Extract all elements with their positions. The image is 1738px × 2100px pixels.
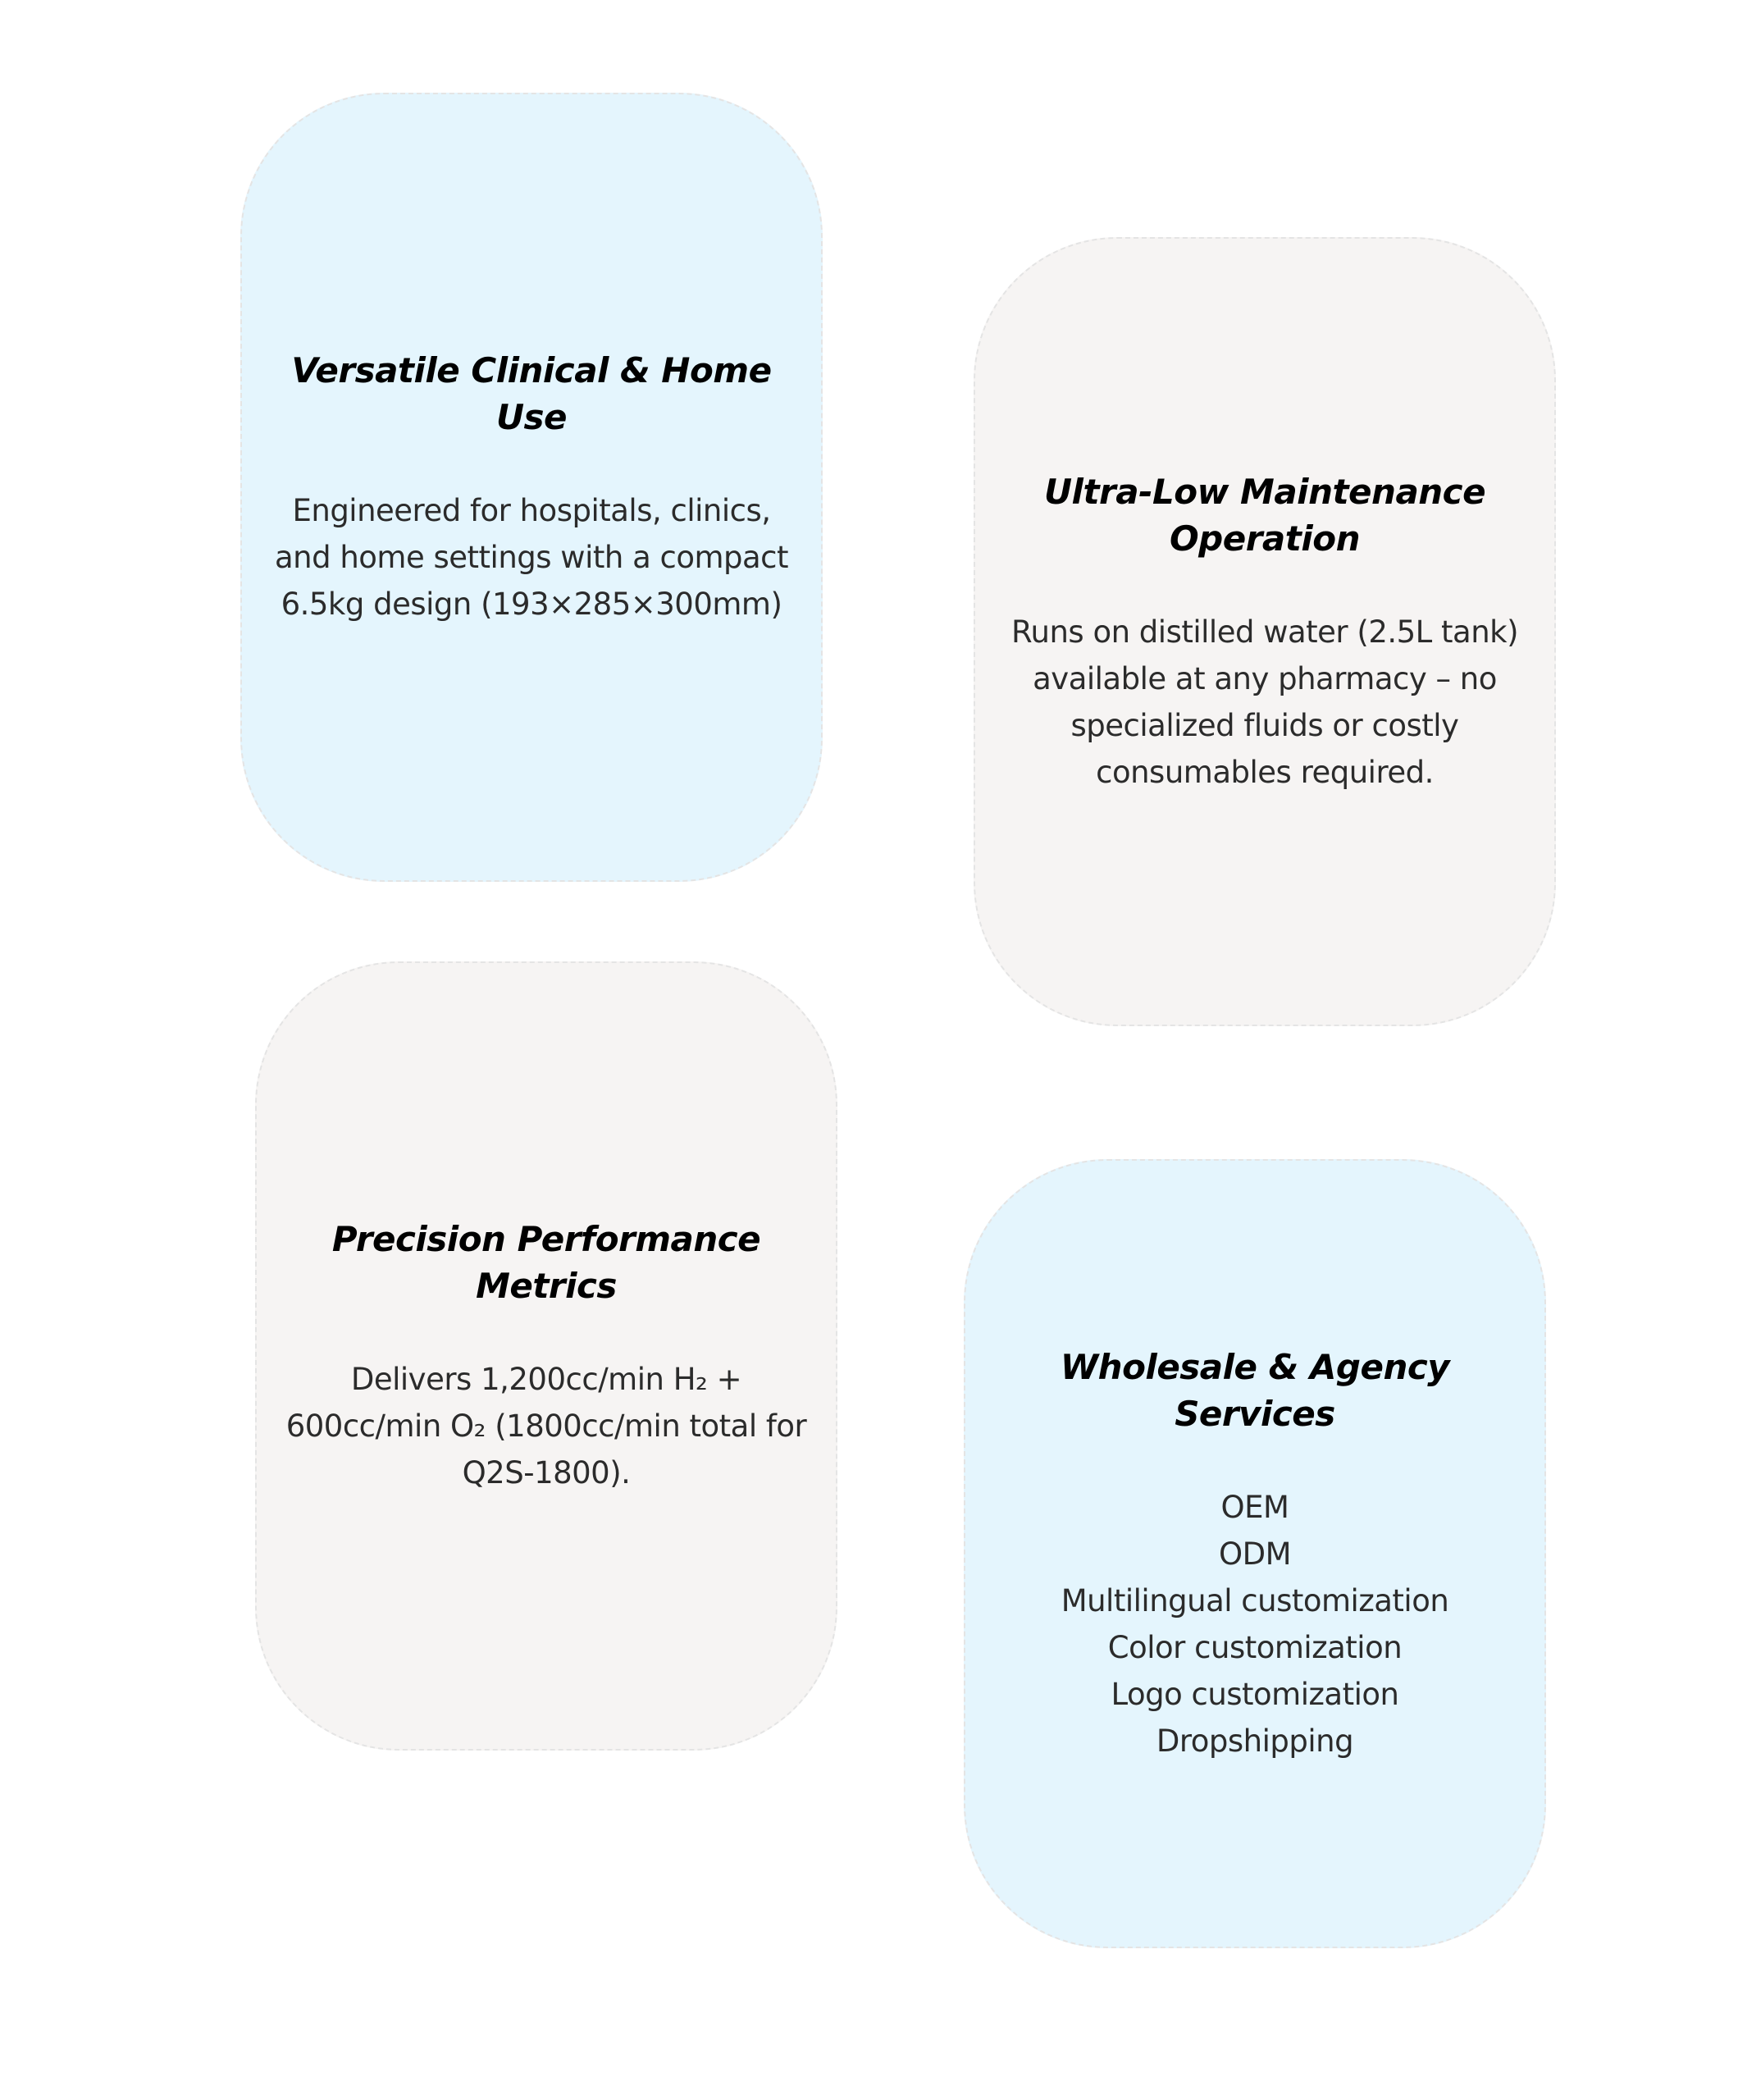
service-item-multilingual: Multilingual customization [1061,1582,1449,1618]
card-description: Delivers 1,200cc/min H₂ + 600cc/min O₂ (1800cc/min total for Q2S-1800). [285,1362,807,1491]
feature-card-low-maintenance [974,237,1556,1026]
service-item-odm: ODM [1218,1536,1292,1572]
card-description: Runs on distilled water (2.5L tank) available at any pharmacy – no specialized fluids or costly consumables required. [1010,614,1519,790]
card-title: Precision Performance Metrics [331,1219,761,1306]
card-title: Versatile Clinical & Home Use [291,350,772,437]
card-title: Wholesale & Agency Services [1060,1346,1450,1434]
card-description: Engineered for hospitals, clinics, and home settings with a compact 6.5kg design (193×285×300mm) [274,493,789,622]
feature-card-wholesale-services [964,1159,1546,1948]
feature-card-clinical-home-use [240,93,823,882]
service-item-color: Color customization [1107,1629,1403,1665]
service-list [1061,1484,1449,1764]
service-item-logo: Logo customization [1111,1676,1399,1712]
card-title: Ultra-Low Maintenance Operation [1043,471,1486,559]
service-item-oem: OEM [1220,1489,1289,1525]
service-item-dropshipping: Dropshipping [1156,1723,1354,1759]
feature-card-performance-metrics [255,961,837,1751]
